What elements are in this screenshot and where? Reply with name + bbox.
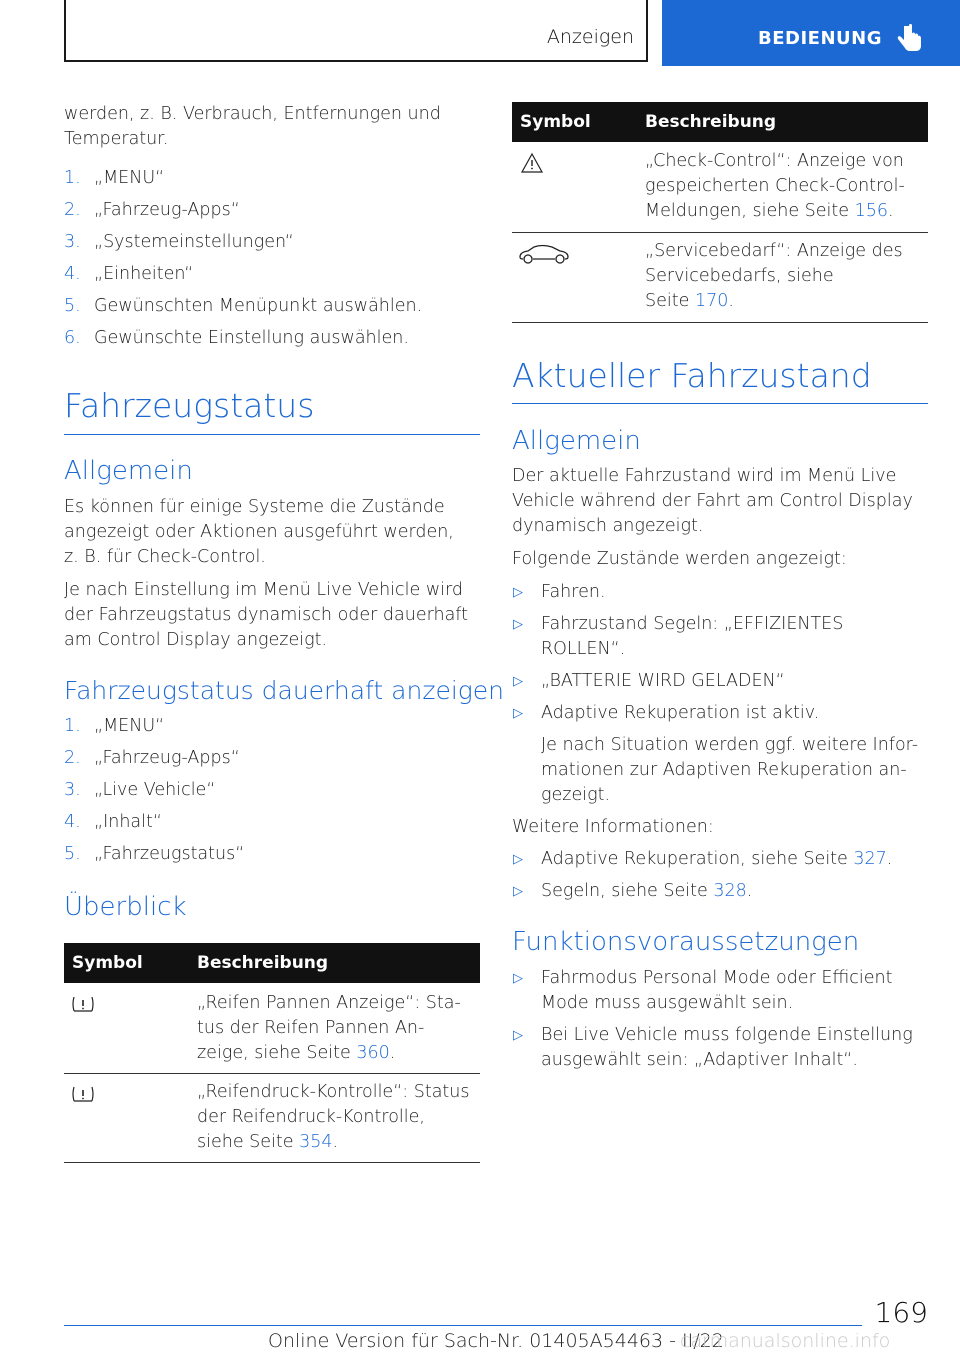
table-header-beschreibung: Beschreibung — [645, 112, 777, 132]
bullet-note: gezeigt. — [541, 785, 611, 805]
header-chapter-title: BEDIENUNG — [758, 28, 882, 49]
heading-allgemein: Allgemein — [512, 426, 641, 456]
paragraph-line: dynamisch angezeigt. — [512, 516, 704, 536]
table-cell-text: siehe Seite 354. — [197, 1132, 339, 1152]
bullet-marker: ▷ — [513, 706, 523, 721]
header-section-title: Anzeigen — [546, 26, 634, 48]
table-header-beschreibung: Beschreibung — [197, 953, 329, 973]
page-link[interactable]: 328 — [713, 881, 747, 901]
step-text: Gewünschten Menüpunkt auswählen. — [94, 296, 423, 316]
step-number: 3. — [64, 232, 81, 252]
step-number: 1. — [64, 716, 81, 736]
step-number: 1. — [64, 168, 81, 188]
car-service-icon — [516, 242, 572, 266]
paragraph-line: der Fahrzeugstatus dynamisch oder dauerhaft — [64, 605, 469, 625]
paragraph-line: Es können für einige Systeme die Zustände — [64, 497, 445, 517]
header-chapter-box — [662, 0, 960, 66]
tire-pressure-icon — [70, 1084, 96, 1104]
more-info-label: Weitere Informationen: — [512, 817, 714, 837]
heading-dauerhaft-anzeigen: Fahrzeugstatus dauerhaft anzeigen — [64, 676, 505, 705]
heading-fahrzeugstatus: Fahrzeugstatus — [64, 386, 315, 425]
bullet-note: mationen zur Adaptiven Rekuperation an- — [541, 760, 907, 780]
table-bottom-line — [64, 1162, 480, 1163]
bullet-text: Adaptive Rekuperation ist aktiv. — [541, 703, 820, 723]
bullet-marker: ▷ — [513, 585, 523, 600]
bullet-marker: ▷ — [513, 1028, 523, 1043]
table-cell-text: „Check-Control“: Anzeige von — [645, 151, 904, 171]
table-cell-text: tus der Reifen Pannen An- — [197, 1018, 425, 1038]
paragraph-line: Der aktuelle Fahrzustand wird im Menü Live — [512, 466, 897, 486]
table-cell-text: der Reifendruck-Kontrolle, — [197, 1107, 425, 1127]
table-cell-text: gespeicherten Check-Control- — [645, 176, 905, 196]
bullet-marker: ▷ — [513, 852, 523, 867]
table-cell-text: „Reifen Pannen Anzeige“: Sta- — [197, 993, 461, 1013]
heading-rule — [512, 403, 928, 404]
bullet-text: ROLLEN“. — [541, 639, 626, 659]
step-text: „Fahrzeug-Apps“ — [94, 748, 240, 768]
table-cell-text: Meldungen, siehe Seite 156. — [645, 201, 894, 221]
paragraph-line: Vehicle während der Fahrt am Control Display — [512, 491, 913, 511]
requirement-text: Mode muss ausgewählt sein. — [541, 993, 794, 1013]
step-number: 4. — [64, 812, 81, 832]
page-link[interactable]: 156 — [854, 201, 889, 221]
step-text: „Fahrzeugstatus“ — [94, 844, 245, 864]
heading-rule — [64, 434, 480, 435]
footer-online-version: Online Version für Sach-Nr. 01405A54463 - II/22 — [268, 1330, 724, 1352]
requirement-text: ausgewählt sein: „Adaptiver Inhalt“. — [541, 1050, 858, 1070]
step-text: „Inhalt“ — [94, 812, 162, 832]
reference-item: Segeln, siehe Seite 328. — [541, 881, 753, 901]
requirement-text: Bei Live Vehicle muss folgende Einstellung — [541, 1025, 913, 1045]
watermark: carmanualsonline.info — [680, 1330, 891, 1352]
bullet-note: Je nach Situation werden ggf. weitere Infor- — [541, 735, 919, 755]
step-number: 4. — [64, 264, 81, 284]
table-row-divider — [512, 232, 928, 233]
intro-line-2: Temperatur. — [64, 129, 169, 149]
table-cell-text: zeige, siehe Seite 360. — [197, 1043, 396, 1063]
step-text: „MENU“ — [94, 168, 165, 188]
step-text: „Fahrzeug-Apps“ — [94, 200, 240, 220]
step-text: „Einheiten“ — [94, 264, 194, 284]
bullet-marker: ▷ — [513, 884, 523, 899]
step-text: „MENU“ — [94, 716, 165, 736]
reference-item: Adaptive Rekuperation, siehe Seite 327. — [541, 849, 893, 869]
table-cell-text: „Reifendruck-Kontrolle“: Status — [197, 1082, 470, 1102]
bullet-marker: ▷ — [513, 674, 523, 689]
bullet-text: „BATTERIE WIRD GELADEN“ — [541, 671, 785, 691]
page-number: 169 — [874, 1296, 928, 1329]
table-cell-text: Servicebedarfs, siehe — [645, 266, 834, 286]
requirement-text: Fahrmodus Personal Mode oder Efficient — [541, 968, 893, 988]
table-cell-text: „Servicebedarf“: Anzeige des — [645, 241, 903, 261]
tire-warning-icon — [70, 994, 96, 1014]
step-text: „Systemeinstellungen“ — [94, 232, 294, 252]
table-header-symbol: Symbol — [520, 112, 591, 132]
paragraph-line: Je nach Einstellung im Menü Live Vehicle wird — [64, 580, 464, 600]
step-text: „Live Vehicle“ — [94, 780, 216, 800]
table-row-divider — [64, 1073, 480, 1074]
page-link[interactable]: 170 — [694, 291, 729, 311]
footer-rule — [64, 1325, 862, 1326]
paragraph-line: am Control Display angezeigt. — [64, 630, 328, 650]
header-section-box — [64, 0, 648, 62]
step-number: 5. — [64, 844, 81, 864]
bullet-marker: ▷ — [513, 971, 523, 986]
paragraph-line: Folgende Zustände werden angezeigt: — [512, 549, 847, 569]
warning-triangle-icon — [520, 152, 544, 174]
table-header — [64, 943, 480, 983]
bullet-text: Fahren. — [541, 582, 606, 602]
step-number: 6. — [64, 328, 81, 348]
table-header — [512, 102, 928, 142]
paragraph-line: z. B. für Check-Control. — [64, 547, 266, 567]
heading-aktueller-fahrzustand: Aktueller Fahrzustand — [512, 356, 872, 395]
table-header-symbol: Symbol — [72, 953, 143, 973]
table-bottom-line — [512, 322, 928, 323]
paragraph-line: angezeigt oder Aktionen ausgeführt werden, — [64, 522, 454, 542]
intro-line-1: werden, z. B. Verbrauch, Entfernungen und — [64, 104, 441, 124]
step-number: 2. — [64, 748, 81, 768]
step-number: 3. — [64, 780, 81, 800]
bullet-text: Fahrzustand Segeln: „EFFIZIENTES — [541, 614, 844, 634]
hand-pointer-icon — [896, 24, 922, 54]
heading-allgemein: Allgemein — [64, 456, 193, 486]
page-link[interactable]: 360 — [356, 1043, 390, 1063]
bullet-marker: ▷ — [513, 617, 523, 632]
step-number: 2. — [64, 200, 81, 220]
heading-ueberblick: Überblick — [64, 892, 187, 922]
page-link[interactable]: 327 — [853, 849, 887, 869]
heading-funktionsvoraussetzungen: Funktionsvoraussetzungen — [512, 927, 860, 957]
step-text: Gewünschte Einstellung auswählen. — [94, 328, 409, 348]
step-number: 5. — [64, 296, 81, 316]
table-cell-text: Seite 170. — [645, 291, 734, 311]
page-link[interactable]: 354 — [299, 1132, 333, 1152]
